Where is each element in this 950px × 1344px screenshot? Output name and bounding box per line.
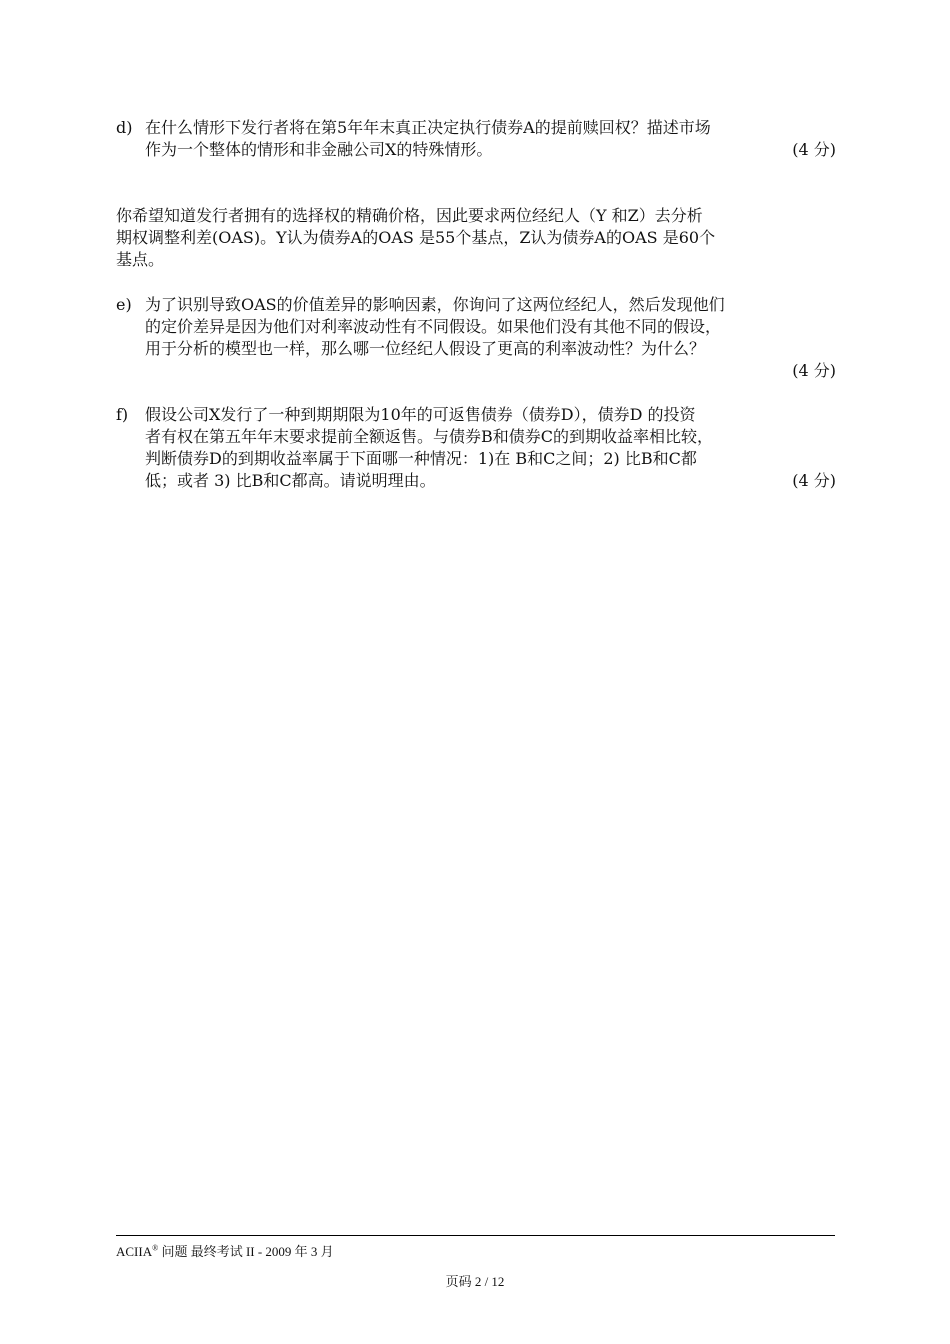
- question-d-body: [145, 117, 836, 161]
- question-e-body: [145, 294, 836, 382]
- question-d-line: 在什么情形下发行者将在第5年年末真正决定执行债券A的提前赎回权？描述市场: [145, 118, 711, 137]
- question-e-line: 为了识别导致OAS的价值差异的影响因素，你询问了这两位经纪人，然后发现他们: [145, 295, 725, 314]
- question-d-label: d): [116, 118, 133, 137]
- question-f-line: 假设公司X发行了一种到期期限为10年的可返售债券（债券D），债券D 的投资: [145, 405, 696, 424]
- footer-divider: [116, 1235, 835, 1236]
- question-f-label: f): [116, 405, 129, 424]
- question-d-points: (4 分): [792, 140, 836, 159]
- question-f-line: 者有权在第五年年末要求提前全额返售。与债券B和债券C的到期收益率相比较，: [145, 427, 714, 446]
- footer-brand: ACIIA: [116, 1244, 153, 1259]
- question-e-label: e): [116, 295, 132, 314]
- question-f-line: 低；或者 3) 比B和C都高。请说明理由。: [145, 471, 436, 490]
- oas-paragraph-line: 期权调整利差(OAS)。Y认为债券A的OAS 是55个基点，Z认为债券A的OAS 是60个: [116, 228, 716, 247]
- oas-paragraph: [116, 205, 836, 271]
- footer-exam-title: [116, 1241, 334, 1260]
- question-e-line: 用于分析的模型也一样，那么哪一位经纪人假设了更高的利率波动性？为什么？: [145, 339, 706, 358]
- page-number: 页码 2 / 12: [445, 1274, 505, 1289]
- footer-title-text: 问题 最终考试 II - 2009 年 3 月: [158, 1244, 334, 1259]
- question-d-line: 作为一个整体的情形和非金融公司X的特殊情形。: [145, 140, 493, 159]
- oas-paragraph-line: 基点。: [116, 250, 165, 269]
- question-f: [116, 404, 836, 492]
- question-e: [116, 294, 836, 382]
- question-f-body: [145, 404, 836, 492]
- question-f-points: (4 分): [792, 471, 836, 490]
- question-f-line: 判断债券D的到期收益率属于下面哪一种情况：1)在 B和C之间；2) 比B和C都: [145, 449, 697, 468]
- question-e-line: 的定价差异是因为他们对利率波动性有不同假设。如果他们没有其他不同的假设，: [145, 317, 722, 336]
- oas-paragraph-line: 你希望知道发行者拥有的选择权的精确价格，因此要求两位经纪人（Y 和Z）去分析: [116, 206, 703, 225]
- question-e-points: (4 分): [792, 361, 836, 380]
- question-d: [116, 117, 836, 161]
- registered-mark: ®: [152, 1243, 159, 1253]
- exam-page-content: [116, 117, 836, 492]
